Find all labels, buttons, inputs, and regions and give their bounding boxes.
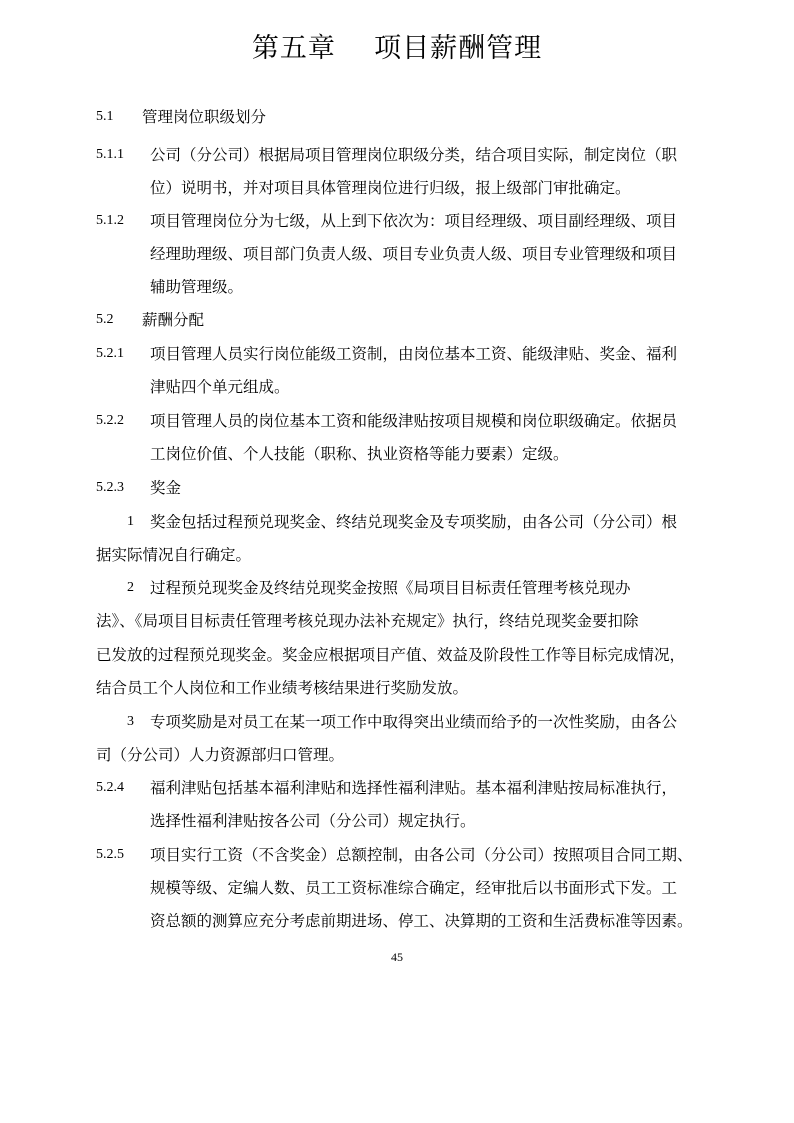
clause-number: 5.2.5 <box>96 847 124 862</box>
item-text-line: 奖金包括过程预兑现奖金、终结兑现奖金及专项奖励，由各公司（分公司）根 <box>150 513 678 531</box>
section-heading: 管理岗位职级划分 <box>142 108 267 126</box>
clause-text-line: 项目管理人员的岗位基本工资和能级津贴按项目规模和岗位职级确定。依据员 <box>150 412 678 430</box>
clause-text-line: 项目管理岗位分为七级，从上到下依次为：项目经理级、项目副经理级、项目 <box>150 212 678 230</box>
clause-number: 5.1.1 <box>96 147 124 162</box>
item-text-line: 据实际情况自行确定。 <box>96 546 252 564</box>
item-number: 2 <box>127 580 134 595</box>
page-number: 45 <box>391 950 403 964</box>
item-text-line: 司（分公司）人力资源部归口管理。 <box>96 746 345 764</box>
clause-heading: 奖金 <box>150 479 182 497</box>
item-text-line: 已发放的过程预兑现奖金。奖金应根据项目产值、效益及阶段性工作等目标完成情况， <box>96 646 686 664</box>
clause-number: 5.2.4 <box>96 780 124 795</box>
item-number: 3 <box>127 714 134 729</box>
item-text-line: 法》、《局项目目标责任管理考核兑现办法补充规定》执行，终结兑现奖金要扣除 <box>96 612 639 630</box>
section-number: 5.1 <box>96 109 114 124</box>
clause-text-line: 项目实行工资（不含奖金）总额控制，由各公司（分公司）按照项目合同工期、 <box>150 846 693 864</box>
clause-text-line: 位）说明书，并对项目具体管理岗位进行归级，报上级部门审批确定。 <box>150 179 631 197</box>
section-number: 5.2 <box>96 312 114 327</box>
clause-text-line: 项目管理人员实行岗位能级工资制，由岗位基本工资、能级津贴、奖金、福利 <box>150 345 678 363</box>
clause-text-line: 资总额的测算应充分考虑前期进场、停工、决算期的工资和生活费标准等因素。 <box>150 912 693 930</box>
clause-text-line: 公司（分公司）根据局项目管理岗位职级分类，结合项目实际，制定岗位（职 <box>150 146 678 164</box>
item-text-line: 结合员工个人岗位和工作业绩考核结果进行奖励发放。 <box>96 679 469 697</box>
clause-number: 5.1.2 <box>96 213 124 228</box>
clause-text-line: 规模等级、定编人数、员工工资标准综合确定，经审批后以书面形式下发。工 <box>150 879 678 897</box>
clause-text-line: 工岗位价值、个人技能（职称、执业资格等能力要素）定级。 <box>150 445 569 463</box>
item-number: 1 <box>127 514 134 529</box>
clause-text-line: 津贴四个单元组成。 <box>150 378 290 396</box>
item-text-line: 专项奖励是对员工在某一项工作中取得突出业绩而给予的一次性奖励，由各公 <box>150 713 678 731</box>
clause-number: 5.2.3 <box>96 480 124 495</box>
chapter-title: 第五章 项目薪酬管理 <box>251 33 543 64</box>
clause-text-line: 福利津贴包括基本福利津贴和选择性福利津贴。基本福利津贴按局标准执行， <box>150 779 678 797</box>
section-heading: 薪酬分配 <box>142 311 205 329</box>
clause-text-line: 选择性福利津贴按各公司（分公司）规定执行。 <box>150 812 476 830</box>
item-text-line: 过程预兑现奖金及终结兑现奖金按照《局项目目标责任管理考核兑现办 <box>150 579 631 597</box>
clause-text-line: 辅助管理级。 <box>150 278 244 296</box>
clause-text-line: 经理助理级、项目部门负责人级、项目专业负责人级、项目专业管理级和项目 <box>150 245 678 263</box>
clause-number: 5.2.1 <box>96 346 124 361</box>
clause-number: 5.2.2 <box>96 413 124 428</box>
